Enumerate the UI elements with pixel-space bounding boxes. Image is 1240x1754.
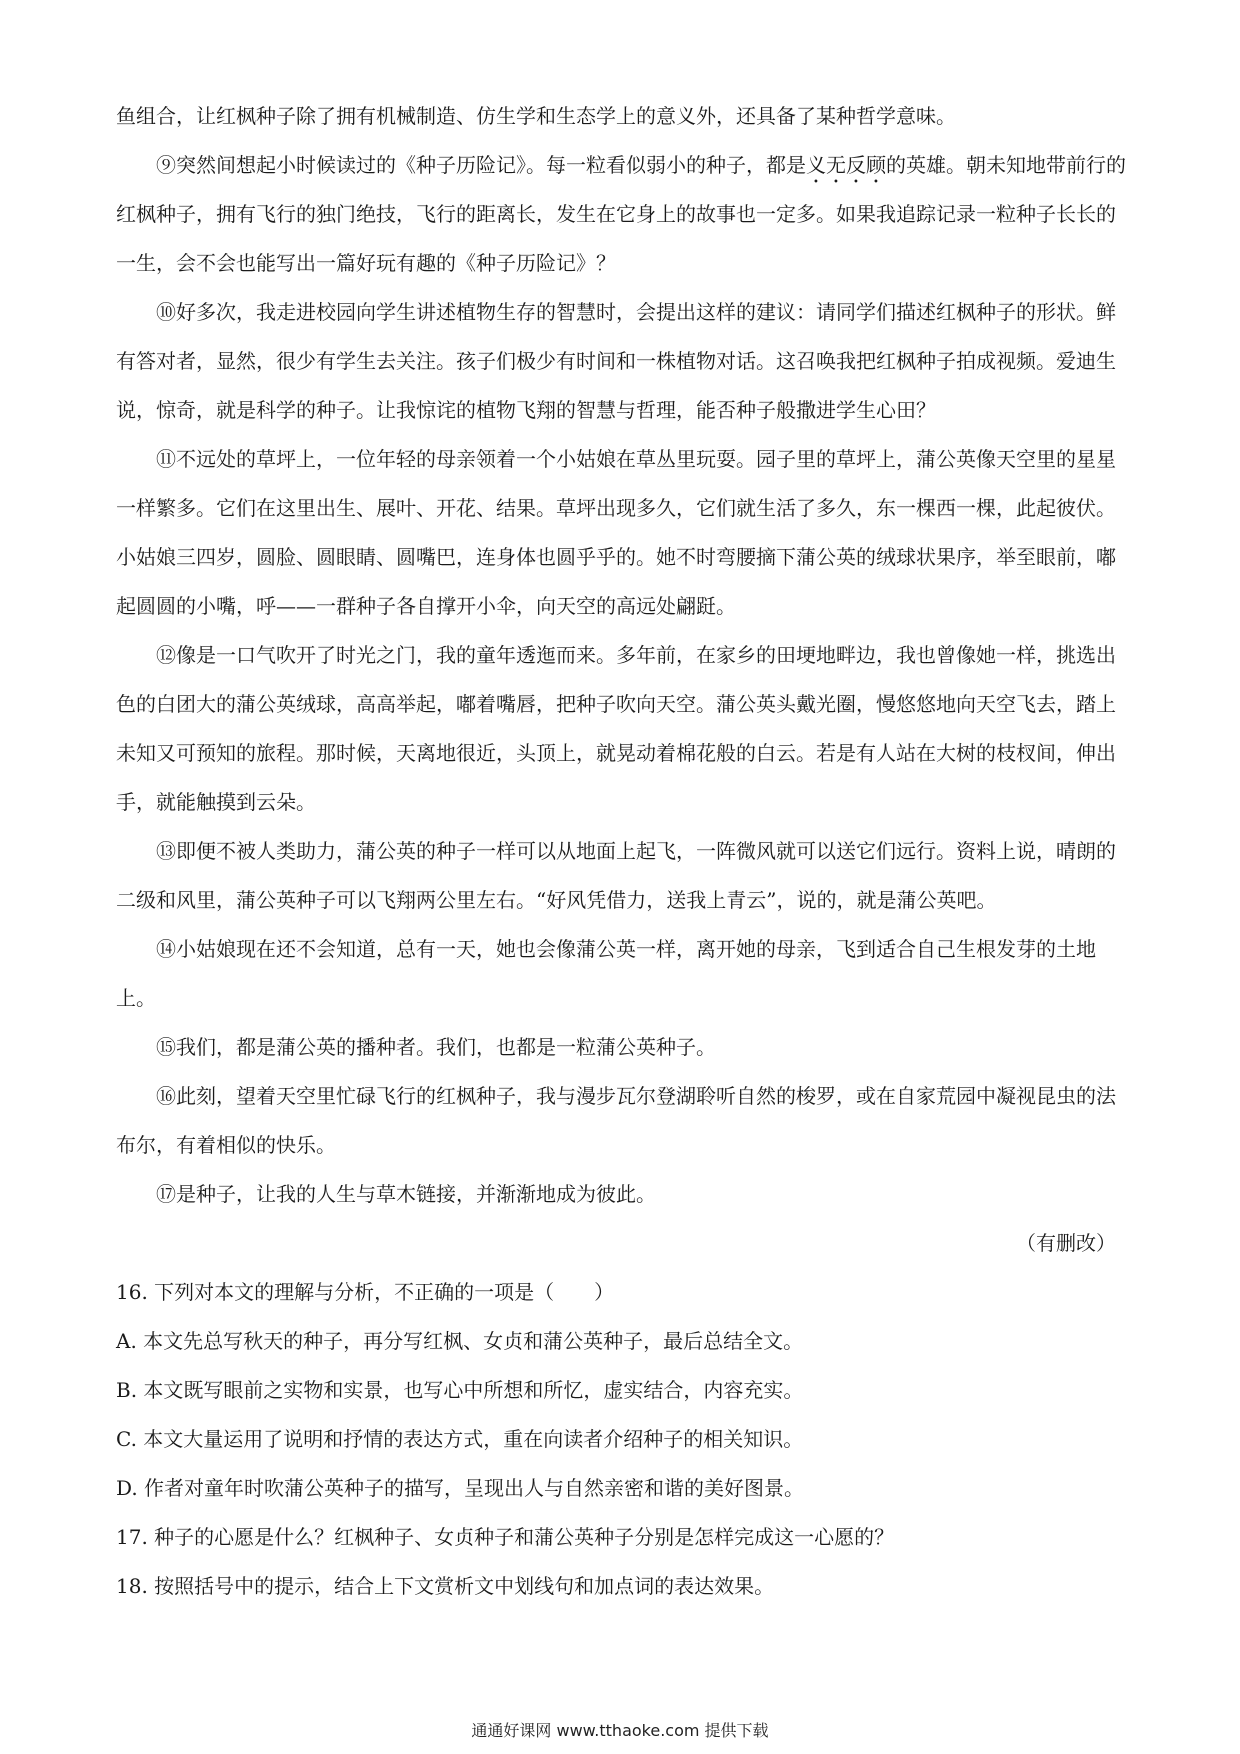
paragraph-10: ⑩好多次，我走进校园向学生讲述植物生存的智慧时，会提出这样的建议：请同学们描述红枫种子的形状。鲜有答对者，显然，很少有学生去关注。孩子们极少有时间和一株植物对话。这召唤我把红枫种子拍成视频。爱迪生说，惊奇，就是科学的种子。让我惊诧的植物飞翔的智慧与哲理，能否种子般撒进学生心田？ <box>116 300 1116 422</box>
question-16-option-b: B. 本文既写眼前之实物和实景，也写心中所想和所忆，虚实结合，内容充实。 <box>116 1378 804 1402</box>
paragraph-16: ⑯此刻，望着天空里忙碌飞行的红枫种子，我与漫步瓦尔登湖聆听自然的梭罗，或在自家荒园中凝视昆虫的法布尔，有着相似的快乐。 <box>116 1084 1116 1157</box>
source-note: （有删改） <box>1016 1231 1116 1255</box>
question-16: 16. 下列对本文的理解与分析，不正确的一项是（ ） <box>116 1280 615 1304</box>
dotted-word: 义无反顾 <box>806 153 886 177</box>
page-footer: 通通好课网 www.tthaoke.com 提供下载 <box>471 1721 769 1740</box>
question-16-option-d: D. 作者对童年时吹蒲公英种子的描写，呈现出人与自然亲密和谐的美好图景。 <box>116 1476 805 1500</box>
paragraph-14: ⑭小姑娘现在还不会知道，总有一天，她也会像蒲公英一样，离开她的母亲，飞到适合自己生根发芽的土地上。 <box>116 937 1096 1010</box>
paragraph-9 <box>116 141 1126 288</box>
question-16-option-a: A. 本文先总写秋天的种子，再分写红枫、女贞和蒲公英种子，最后总结全文。 <box>116 1329 804 1353</box>
paragraph-9-part-b: 的英雄。朝未知地带前行的红枫种子，拥有飞行的独门绝技，飞行的距离长，发生在它身上的故事也一定多。如果我追踪记录一粒种子长长的一生，会不会也能写出一篇好玩有趣的《种子历险记》？ <box>116 153 1126 275</box>
question-16-option-c: C. 本文大量运用了说明和抒情的表达方式，重在向读者介绍种子的相关知识。 <box>116 1427 804 1451</box>
paragraph-17: ⑰是种子，让我的人生与草木链接，并渐渐地成为彼此。 <box>156 1182 656 1206</box>
article-body <box>116 92 1126 1611</box>
paragraph-13: ⑬即便不被人类助力，蒲公英的种子一样可以从地面上起飞，一阵微风就可以送它们远行。资料上说，晴朗的二级和风里，蒲公英种子可以飞翔两公里左右。“好风凭借力，送我上青云”，说的，就是蒲公英吧。 <box>116 839 1116 912</box>
paragraph-11: ⑪不远处的草坪上，一位年轻的母亲领着一个小姑娘在草丛里玩耍。园子里的草坪上，蒲公英像天空里的星星一样繁多。它们在这里出生、展叶、开花、结果。草坪出现多久，它们就生活了多久，东一棵西一棵，此起彼伏。小姑娘三四岁，圆脸、圆眼睛、圆嘴巴，连身体也圆乎乎的。她不时弯腰摘下蒲公英的绒球状果序，举至眼前，嘟起圆圆的小嘴，呼——一群种子各自撑开小伞，向天空的高远处翩跹。 <box>116 447 1116 618</box>
paragraph-8-tail: 鱼组合，让红枫种子除了拥有机械制造、仿生学和生态学上的意义外，还具备了某种哲学意味。 <box>116 104 956 128</box>
paragraph-15: ⑮我们，都是蒲公英的播种者。我们，也都是一粒蒲公英种子。 <box>156 1035 716 1059</box>
paragraph-9-part-a: ⑨突然间想起小时候读过的《种子历险记》。每一粒看似弱小的种子，都是 <box>156 153 806 177</box>
paragraph-12: ⑫像是一口气吹开了时光之门，我的童年透迤而来。多年前，在家乡的田埂地畔边，我也曾像她一样，挑选出色的白团大的蒲公英绒球，高高举起，嘟着嘴唇，把种子吹向天空。蒲公英头戴光圈，慢悠悠地向天空飞去，踏上未知又可预知的旅程。那时候，天离地很近，头顶上，就晃动着棉花般的白云。若是有人站在大树的枝杈间，伸出手，就能触摸到云朵。 <box>116 643 1116 814</box>
question-18: 18. 按照括号中的提示，结合上下文赏析文中划线句和加点词的表达效果。 <box>116 1574 775 1598</box>
question-17: 17. 种子的心愿是什么？红枫种子、女贞种子和蒲公英种子分别是怎样完成这一心愿的？ <box>116 1525 895 1549</box>
